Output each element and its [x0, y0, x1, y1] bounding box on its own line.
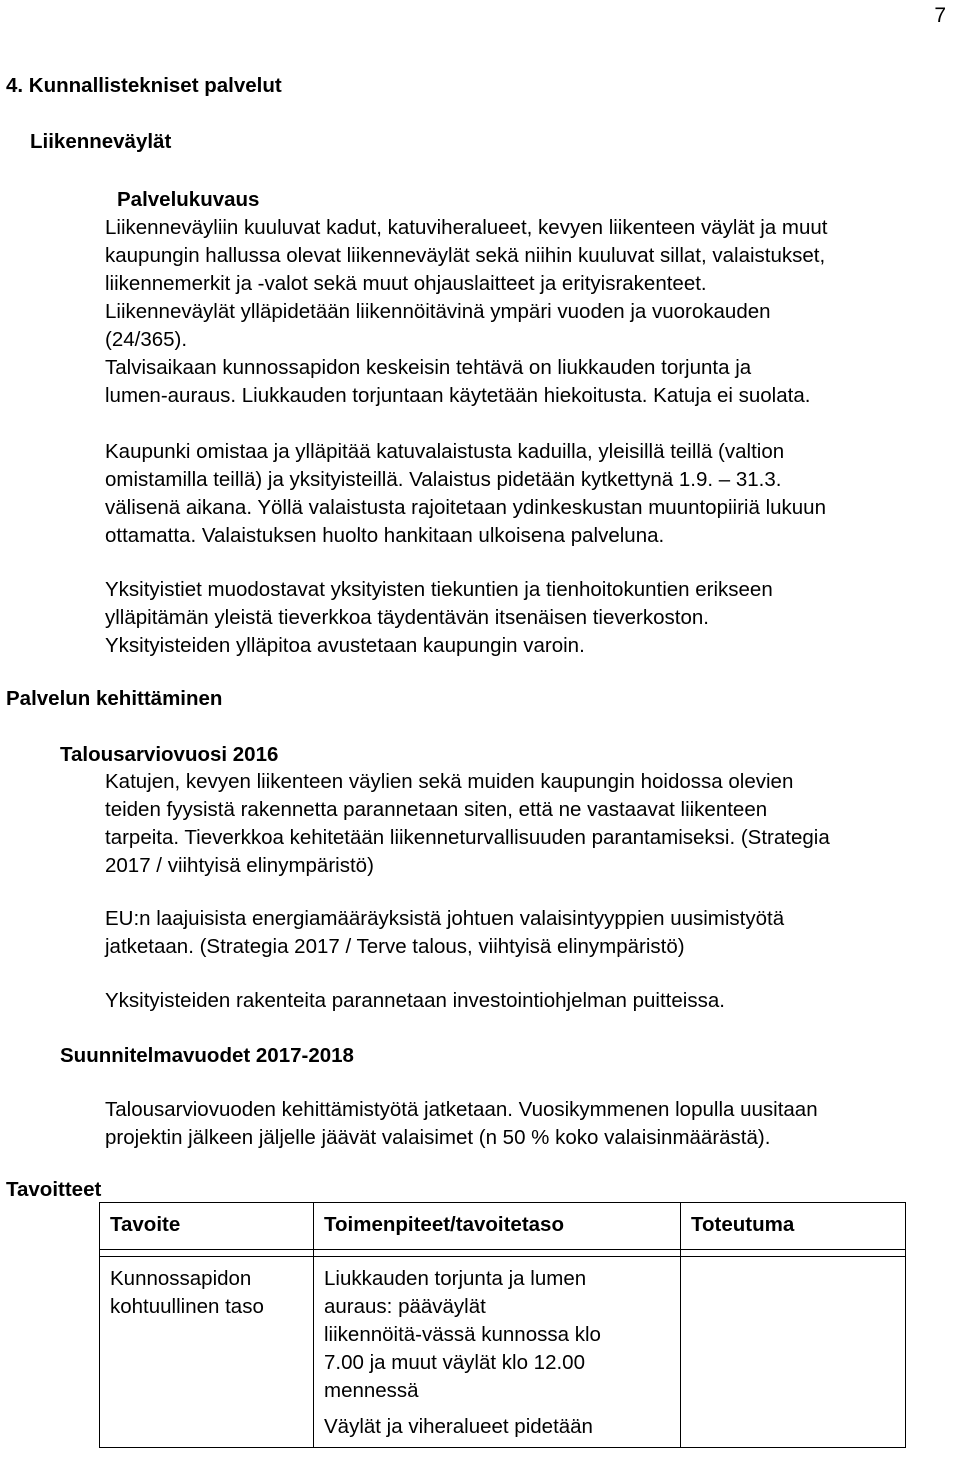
cell-text-line: Kunnossapidon: [110, 1267, 252, 1290]
text-line: Kaupunki omistaa ja ylläpitää katuvalaistusta kaduilla, yleisillä teillä (valtion: [105, 440, 785, 463]
text-line: 2017 / viihtyisä elinympäristö): [105, 854, 374, 877]
service-description-heading: Palvelukuvaus: [117, 188, 260, 211]
text-line: Liikenneväyliin kuuluvat kadut, katuviheralueet, kevyen liikenteen väylät ja muut: [105, 216, 828, 239]
measures-cell: [314, 1257, 681, 1448]
outcome-cell: [681, 1257, 906, 1448]
development-title: Palvelun kehittäminen: [6, 687, 223, 710]
text-line: Yksityistiet muodostavat yksityisten tiekuntien ja tienhoitokuntien erikseen: [105, 578, 773, 601]
cell-text-line: kohtuullinen taso: [110, 1295, 264, 1318]
text-line: Yksityisteiden ylläpitoa avustetaan kaupungin varoin.: [105, 634, 585, 657]
column-header-outcome: Toteutuma: [681, 1203, 906, 1250]
goal-cell: [100, 1257, 314, 1448]
plan-years-title: Suunnitelmavuodet 2017-2018: [60, 1044, 354, 1067]
cell-text-line: liikennöitä-vässä kunnossa klo: [324, 1323, 601, 1346]
text-line: Katujen, kevyen liikenteen väylien sekä muiden kaupungin hoidossa olevien: [105, 770, 794, 793]
text-line: ottamatta. Valaistuksen huolto hankitaan ulkoisena palveluna.: [105, 524, 665, 547]
service-description-paragraph-1: [105, 214, 827, 410]
spacer-cell: [681, 1250, 906, 1257]
text-line: lumen-auraus. Liukkauden torjuntaan käytetään hiekoitusta. Katuja ei suolata.: [105, 384, 811, 407]
table-header-row: [100, 1203, 906, 1250]
text-line: jatketaan. (Strategia 2017 / Terve talous, viihtyisä elinympäristö): [105, 935, 685, 958]
cell-text-line: Liukkauden torjunta ja lumen: [324, 1267, 587, 1290]
text-line: Talvisaikaan kunnossapidon keskeisin tehtävä on liukkauden torjunta ja: [105, 356, 752, 379]
column-header-goal: Tavoite: [100, 1203, 314, 1250]
cell-text-line: 7.00 ja muut väylät klo 12.00: [324, 1351, 585, 1374]
table-row: [100, 1257, 906, 1448]
text-line: omistamilla teillä) ja yksityisteillä. Valaistus pidetään kytkettynä 1.9. – 31.3.: [105, 468, 782, 491]
budget-year-paragraph-2: [105, 905, 784, 961]
text-line: välisenä aikana. Yöllä valaistusta rajoitetaan ydinkeskustan muuntopiiriä lukuun: [105, 496, 826, 519]
text-line: teiden fyysistä rakennetta parannetaan siten, että ne vastaavat liikenteen: [105, 798, 768, 821]
service-description-paragraph-3: [105, 576, 773, 660]
spacer-cell: [100, 1250, 314, 1257]
plan-years-paragraph-1: [105, 1096, 818, 1152]
text-line: tarpeita. Tieverkkoa kehitetään liikenneturvallisuuden parantamiseksi. (Strategia: [105, 826, 830, 849]
text-line: Yksityisteiden rakenteita parannetaan investointiohjelman puitteissa.: [105, 989, 725, 1012]
goals-title: Tavoitteet: [6, 1178, 102, 1201]
budget-year-paragraph-3: [105, 987, 725, 1015]
table-spacer-row: [100, 1250, 906, 1257]
text-line: Talousarviovuoden kehittämistyötä jatketaan. Vuosikymmenen lopulla uusitaan: [105, 1098, 818, 1121]
service-description-paragraph-2: [105, 438, 826, 550]
cell-text-line: Väylät ja viheralueet pidetään: [324, 1415, 593, 1438]
text-line: liikennemerkit ja -valot sekä muut ohjauslaitteet ja erityisrakenteet.: [105, 272, 707, 295]
text-line: (24/365).: [105, 328, 188, 351]
section-title: 4. Kunnallistekniset palvelut: [6, 74, 282, 97]
page-number: 7: [934, 4, 946, 27]
text-line: projektin jälkeen jäljelle jäävät valaisimet (n 50 % koko valaisinmäärästä).: [105, 1126, 771, 1149]
cell-text-line: mennessä: [324, 1379, 419, 1402]
column-header-measures: Toimenpiteet/tavoitetaso: [314, 1203, 681, 1250]
cell-text-line: auraus: pääväylät: [324, 1295, 486, 1318]
spacer-cell: [314, 1250, 681, 1257]
budget-year-paragraph-1: [105, 768, 830, 880]
text-line: kaupungin hallussa olevat liikenneväylät sekä niihin kuuluvat sillat, valaistukset,: [105, 244, 826, 267]
text-line: Liikenneväylät ylläpidetään liikennöitävinä ympäri vuoden ja vuorokauden: [105, 300, 771, 323]
text-line: ylläpitämän yleistä tieverkkoa täydentävän itsenäisen tieverkoston.: [105, 606, 709, 629]
section-subtitle: Liikenneväylät: [30, 130, 172, 153]
budget-year-title: Talousarviovuosi 2016: [60, 743, 279, 766]
text-line: EU:n laajuisista energiamääräyksistä johtuen valaisintyyppien uusimistyötä: [105, 907, 785, 930]
goals-table: [99, 1202, 906, 1448]
